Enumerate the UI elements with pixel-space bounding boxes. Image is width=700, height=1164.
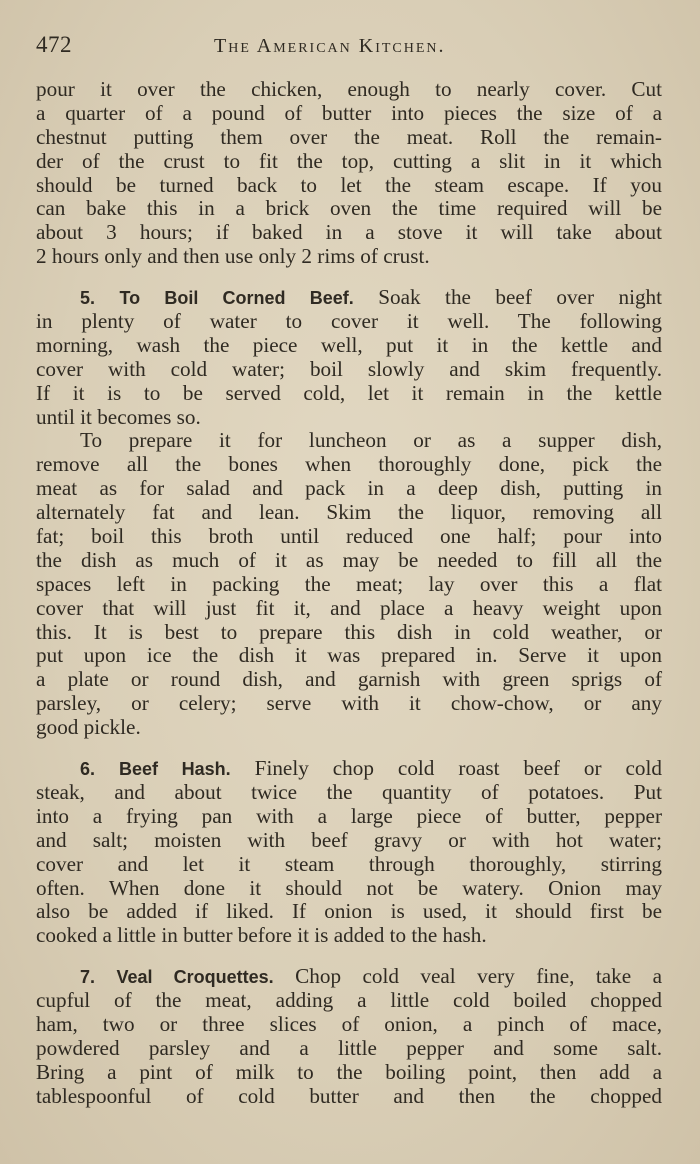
text-line: the dish as much of it as may be needed to fill all the xyxy=(36,547,662,572)
text-line: until it becomes so. xyxy=(36,404,201,429)
text-line: parsley, or celery; serve with it chow-chow, or any xyxy=(36,691,662,716)
text-line: chestnut putting them over the meat. Roll the remain- xyxy=(36,124,662,149)
text-line: often. When done it should not be watery. Onion may xyxy=(36,875,662,900)
continuation-paragraph xyxy=(36,78,662,269)
text-line: cover and let it steam through thoroughly, stirring xyxy=(36,851,662,876)
recipe-corned-beef xyxy=(36,286,662,740)
text-line: der of the crust to fit the top, cutting a slit in it which xyxy=(36,148,662,173)
text-line: spaces left in packing the meat; lay over this a flat xyxy=(36,571,662,596)
text-line: morning, wash the piece well, put it in the kettle and xyxy=(36,332,662,357)
text-line: a plate or round dish, and garnish with green sprigs of xyxy=(36,667,662,692)
recipe-veal-croquettes xyxy=(36,965,662,1108)
text-line: good pickle. xyxy=(36,715,141,740)
text-line: about 3 hours; if baked in a stove it will take about xyxy=(36,220,662,245)
page-number: 472 xyxy=(36,32,72,57)
text-line: cupful of the meat, adding a little cold boiled chopped xyxy=(36,988,662,1013)
text-line: into a frying pan with a large piece of butter, pepper xyxy=(36,803,662,828)
text-line: fat; boil this broth until reduced one half; pour into xyxy=(36,524,662,549)
text-line: If it is to be served cold, let it remain in the kettle xyxy=(36,380,662,405)
book-title: The American Kitchen. xyxy=(214,35,446,57)
recipe-number: 7. xyxy=(80,967,96,988)
text-line: also be added if liked. If onion is used, it should first be xyxy=(36,899,662,924)
text-line: and salt; moisten with beef gravy or with hot water; xyxy=(36,827,662,852)
text-line: To prepare it for luncheon or as a supper dish, xyxy=(80,428,662,453)
text-line: 2 hours only and then use only 2 rims of crust. xyxy=(36,244,430,269)
text-line: steak, and about twice the quantity of potatoes. Put xyxy=(36,779,662,804)
text-line: Bring a pint of milk to the boiling point, then add a xyxy=(36,1059,662,1084)
text-fragment: Chop cold veal very fine, take a xyxy=(295,964,663,989)
text-line: put upon ice the dish it was prepared in. Serve it upon xyxy=(36,643,662,668)
recipe-heading-line xyxy=(36,286,662,310)
text-line: powdered parsley and a little pepper and some salt. xyxy=(36,1035,662,1060)
recipe-title: To Boil Corned Beef. xyxy=(119,288,354,309)
recipe-title: Veal Croquettes. xyxy=(116,967,274,988)
text-line: alternately fat and lean. Skim the liquor, removing all xyxy=(36,500,662,525)
running-head xyxy=(36,32,660,62)
text-line: in plenty of water to cover it well. The following xyxy=(36,309,662,334)
text-line: ham, two or three slices of onion, a pinch of mace, xyxy=(36,1011,662,1036)
text-line: cover that will just fit it, and place a heavy weight upon xyxy=(36,595,662,620)
recipe-heading-line xyxy=(36,965,662,989)
text-fragment: Soak the beef over night xyxy=(378,285,663,310)
text-line: remove all the bones when thoroughly done, pick the xyxy=(36,452,662,477)
text-line: meat as for salad and pack in a deep dish, putting in xyxy=(36,476,662,501)
text-fragment: Finely chop cold roast beef or cold xyxy=(254,756,662,781)
text-line: cover with cold water; boil slowly and skim frequently. xyxy=(36,356,662,381)
text-line: can bake this in a brick oven the time required will be xyxy=(36,196,662,221)
recipe-number: 5. xyxy=(80,288,96,309)
text-block xyxy=(36,78,662,1109)
text-line: should be turned back to let the steam escape. If you xyxy=(36,172,662,197)
recipe-number: 6. xyxy=(80,759,96,780)
recipe-beef-hash xyxy=(36,757,662,948)
text-line: a quarter of a pound of butter into pieces the size of a xyxy=(36,100,662,125)
text-line: cooked a little in butter before it is added to the hash. xyxy=(36,923,487,948)
recipe-title: Beef Hash. xyxy=(118,759,231,780)
text-line: pour it over the chicken, enough to nearly cover. Cut xyxy=(36,77,662,101)
text-line: tablespoonful of cold butter and then the chopped xyxy=(36,1083,662,1108)
recipe-heading-line xyxy=(36,757,662,781)
text-line: this. It is best to prepare this dish in cold weather, or xyxy=(36,619,662,644)
